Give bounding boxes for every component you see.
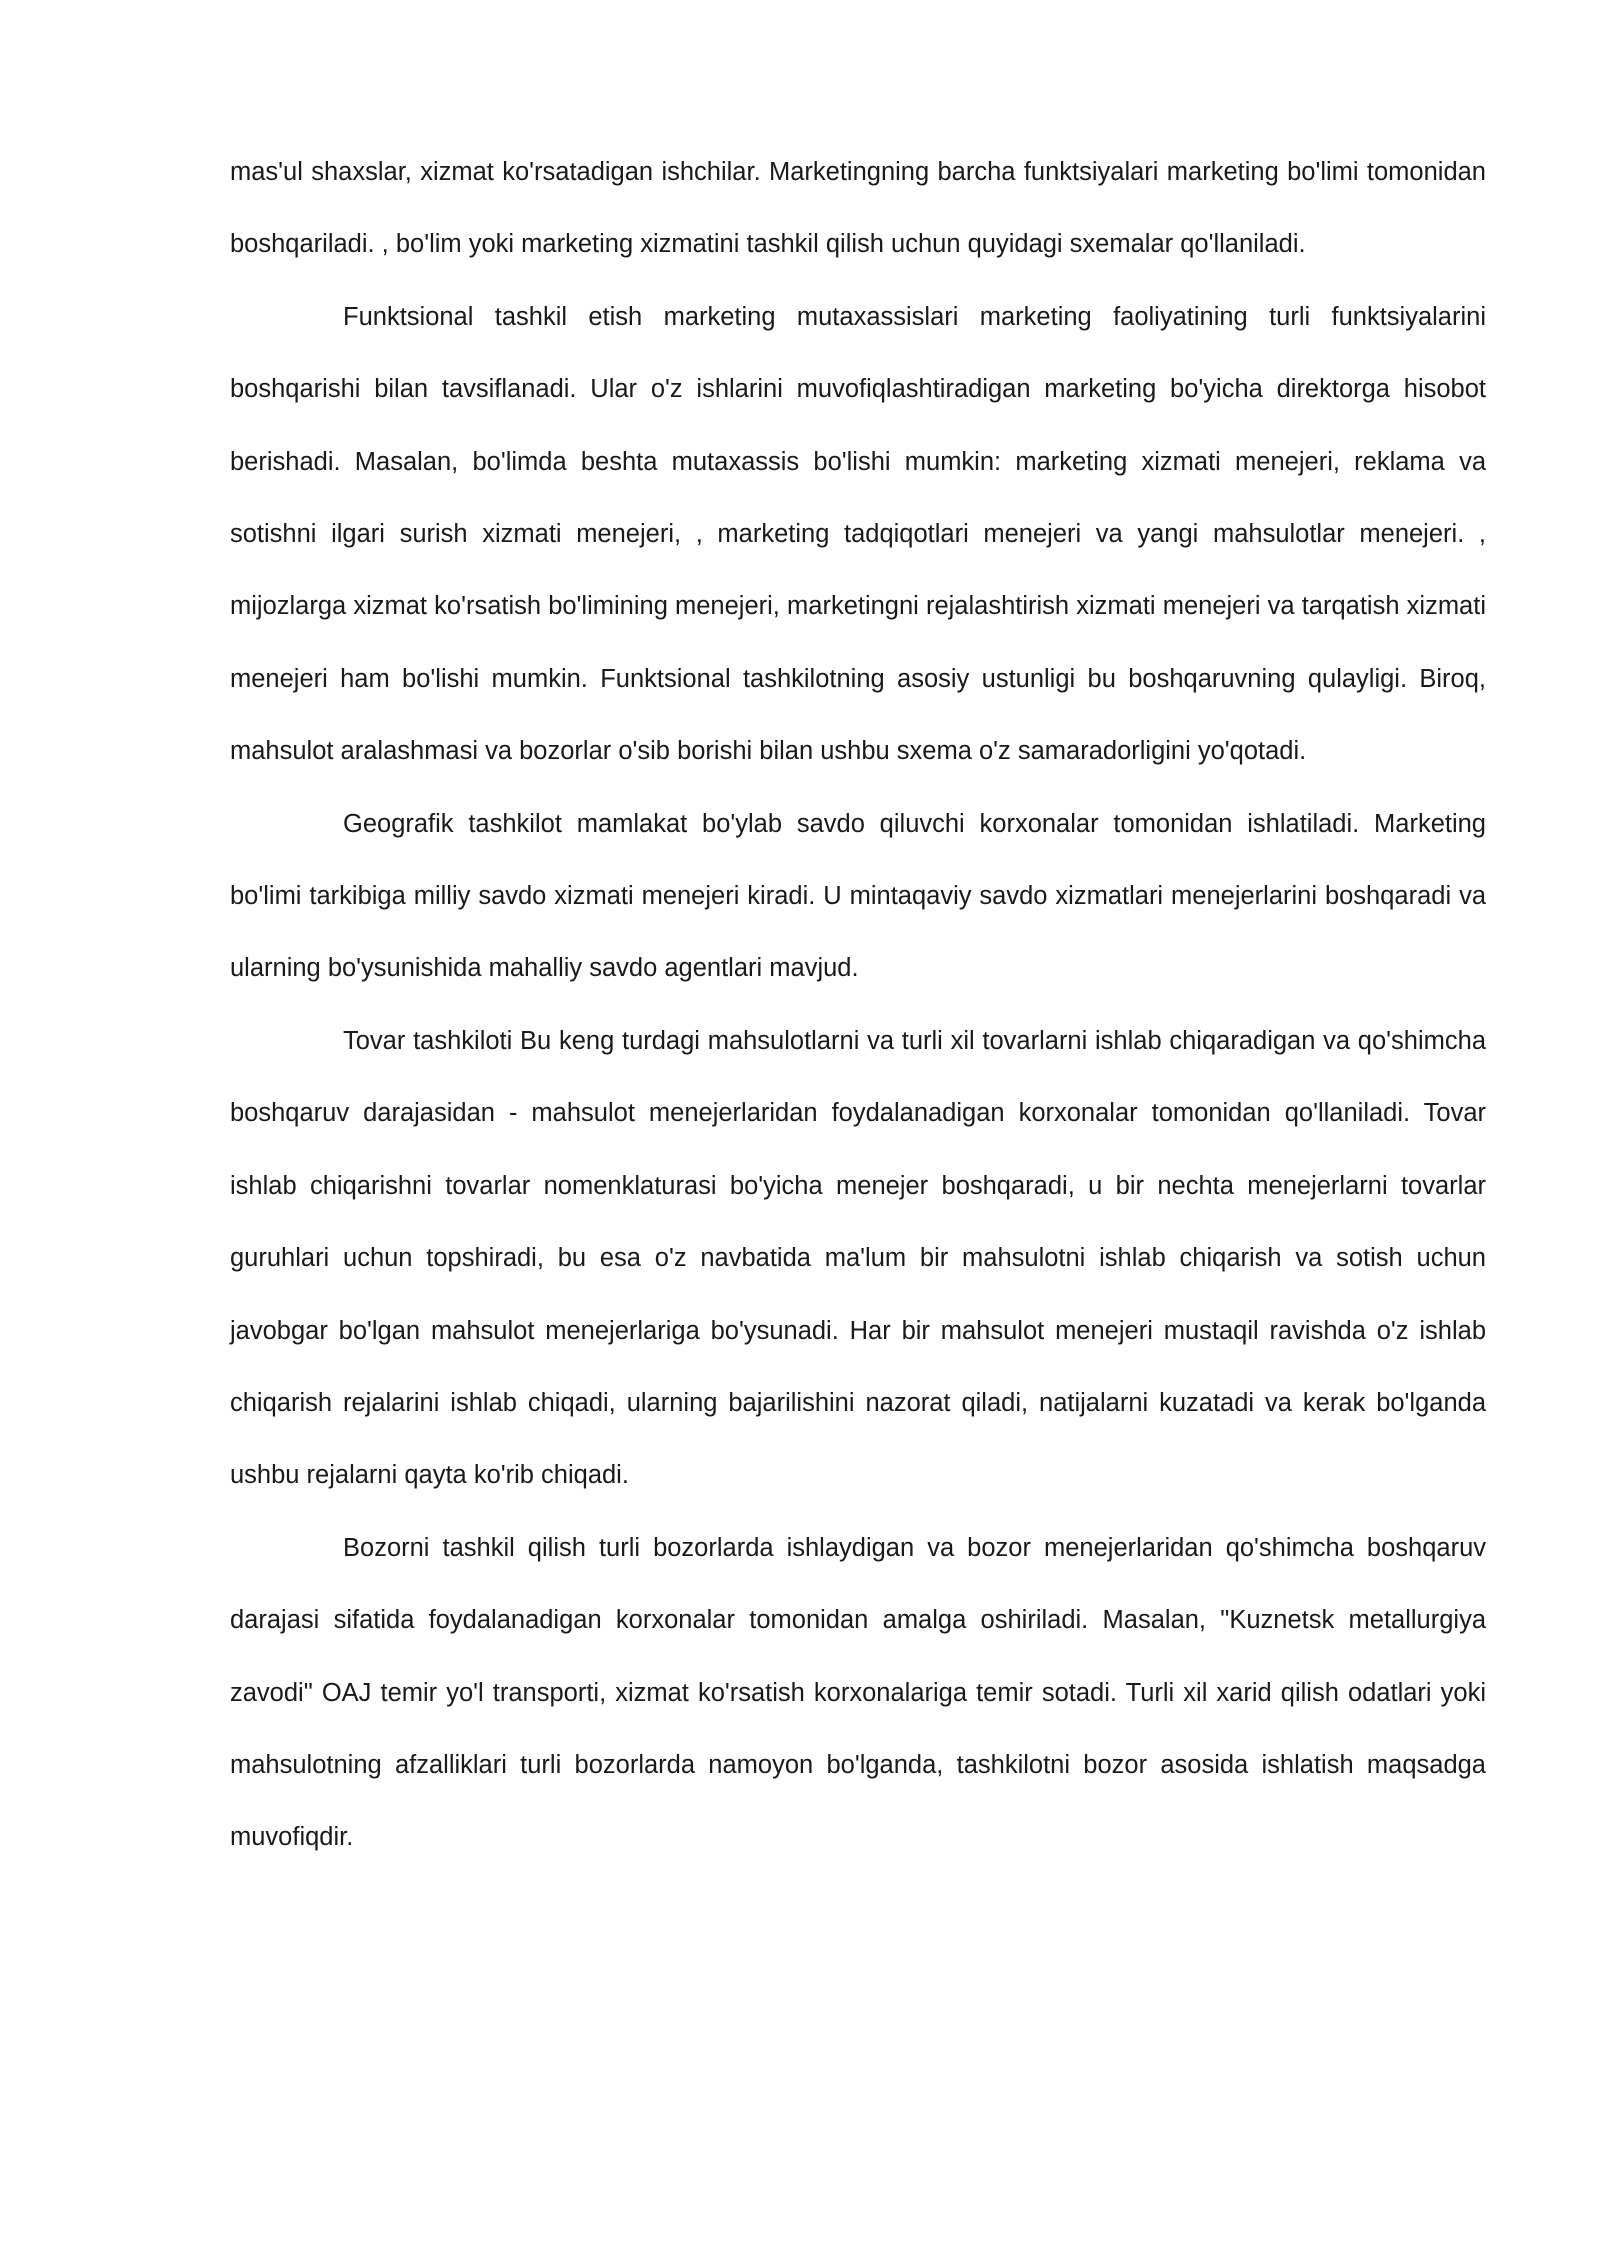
paragraph-market-organization: Bozorni tashkil qilish turli bozorlarda ishlaydigan va bozor menejerlaridan qo'shimcha boshqaruv darajasi sifatida foydalanadigan korxonalar tomonidan amalga oshiriladi. Masalan, "Kuznetsk metallurgiya zavodi" OAJ temir yo'l transporti, xizmat ko'rsatish korxonalariga temir sotadi. Turli xil xarid qilish odatlari yoki mahsulotning afzalliklari turli bozorlarda namoyon bo'lganda, tashkilotni bozor asosida ishlatish maqsadga muvofiqdir. xyxy=(230,1533,1486,1852)
paragraph-continuation: mas'ul shaxslar, xizmat ko'rsatadigan ishchilar. Marketingning barcha funktsiyalari marketing bo'limi tomonidan boshqariladi. , bo'lim yoki marketing xizmatini tashkil qilish uchun quyidagi sxemalar qo'llaniladi. xyxy=(230,158,1486,259)
paragraph-product-organization: Tovar tashkiloti Bu keng turdagi mahsulotlarni va turli xil tovarlarni ishlab chiqaradigan va qo'shimcha boshqaruv darajasidan - mahsulot menejerlaridan foydalanadigan korxonalar tomonidan qo'llaniladi. Tovar ishlab chiqarishni tovarlar nomenklaturasi bo'yicha menejer boshqaradi, u bir nechta menejerlarni tovarlar guruhlari uchun topshiradi, bu esa o'z navbatida ma'lum bir mahsulotni ishlab chiqarish va sotish uchun javobgar bo'lgan mahsulot menejerlariga bo'ysunadi. Har bir mahsulot menejeri mustaqil ravishda o'z ishlab chiqarish rejalarini ishlab chiqadi, ularning bajarilishini nazorat qiladi, natijalarni kuzatadi va kerak bo'lganda ushbu rejalarni qayta ko'rib chiqadi. xyxy=(230,1026,1486,1490)
paragraph-geographic-organization: Geografik tashkilot mamlakat bo'ylab savdo qiluvchi korxonalar tomonidan ishlatiladi. Marketing bo'limi tarkibiga milliy savdo xizmati menejeri kiradi. U mintaqaviy savdo xizmatlari menejerlarini boshqaradi va ularning bo'ysunishida mahalliy savdo agentlari mavjud. xyxy=(230,809,1486,983)
document-body xyxy=(230,136,1486,1874)
paragraph-functional-organization: Funktsional tashkil etish marketing mutaxassislari marketing faoliyatining turli funktsiyalarini boshqarishi bilan tavsiflanadi. Ular o'z ishlarini muvofiqlashtiradigan marketing bo'yicha direktorga hisobot berishadi. Masalan, bo'limda beshta mutaxassis bo'lishi mumkin: marketing xizmati menejeri, reklama va sotishni ilgari surish xizmati menejeri, , marketing tadqiqotlari menejeri va yangi mahsulotlar menejeri. , mijozlarga xizmat ko'rsatish bo'limining menejeri, marketingni rejalashtirish xizmati menejeri va tarqatish xizmati menejeri ham bo'lishi mumkin. Funktsional tashkilotning asosiy ustunligi bu boshqaruvning qulayligi. Biroq, mahsulot aralashmasi va bozorlar o'sib borishi bilan ushbu sxema o'z samaradorligini yo'qotadi. xyxy=(230,302,1486,766)
